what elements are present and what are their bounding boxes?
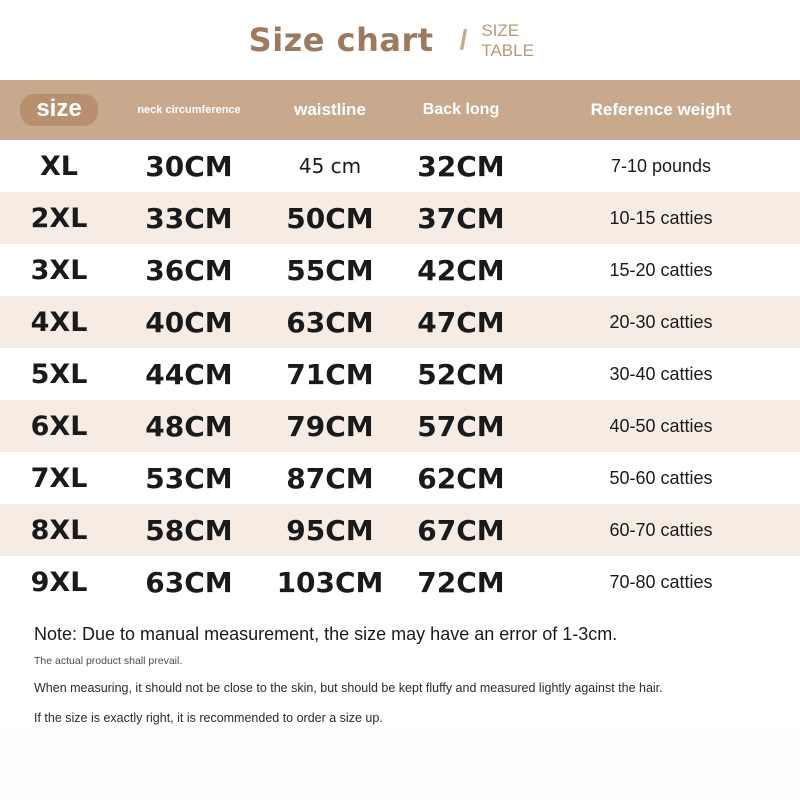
cell-neck: 30CM [145,149,233,183]
cell-waistline: 95CM [286,513,374,547]
cell-waistline: 103CM [276,565,384,599]
cell-back-long: 67CM [417,513,505,547]
cell-reference-weight: 40-50 catties [609,415,713,436]
table-row [0,452,800,504]
cell-waistline: 50CM [286,201,374,235]
cell-neck: 53CM [145,461,233,495]
note-measuring-method: When measuring, it should not be close to the skin, but should be kept fluffy and measured lightly against the hair. [34,681,663,695]
cell-neck: 33CM [145,201,233,235]
note-actual-product: The actual product shall prevail. [34,655,183,667]
column-header-waistline: waistline [294,100,366,119]
table-row [0,244,800,296]
column-header-size [0,80,118,140]
cell-waistline: 79CM [286,409,374,443]
cell-size: XL [39,150,79,182]
table-row [0,296,800,348]
cell-reference-weight: 50-60 catties [609,467,713,488]
table-row [0,504,800,556]
cell-back-long: 57CM [417,409,505,443]
cell-back-long: 47CM [417,305,505,339]
cell-back-long: 32CM [417,149,505,183]
cell-reference-weight: 30-40 catties [609,363,713,384]
table-header-row [0,80,800,140]
cell-back-long: 37CM [417,201,505,235]
page-title: Size chart [248,21,434,59]
cell-neck: 44CM [145,357,233,391]
column-header-size-label: size [20,94,97,126]
page-subtitle: SIZE TABLE [481,21,534,60]
column-header-back-long: Back long [422,101,500,118]
cell-reference-weight: 10-15 catties [609,207,713,228]
cell-size: 8XL [30,514,88,546]
page-header [0,0,800,80]
cell-neck: 48CM [145,409,233,443]
cell-size: 5XL [30,358,88,390]
cell-back-long: 72CM [417,565,505,599]
cell-neck: 40CM [145,305,233,339]
cell-neck: 63CM [145,565,233,599]
cell-waistline: 87CM [286,461,374,495]
cell-back-long: 52CM [417,357,505,391]
cell-reference-weight: 15-20 catties [609,259,713,280]
note-measurement-error: Note: Due to manual measurement, the size may have an error of 1-3cm. [34,624,618,644]
cell-waistline: 71CM [286,357,374,391]
table-row [0,400,800,452]
table-row [0,556,800,608]
column-header-neck: neck circumference [137,104,241,116]
table-row [0,192,800,244]
cell-reference-weight: 7-10 pounds [610,155,712,176]
cell-back-long: 62CM [417,461,505,495]
cell-size: 4XL [30,306,88,338]
cell-neck: 58CM [145,513,233,547]
cell-size: 3XL [30,254,88,286]
cell-waistline: 45 cm [298,154,362,178]
cell-waistline: 63CM [286,305,374,339]
cell-reference-weight: 60-70 catties [609,519,713,540]
title-separator: / [459,24,468,55]
column-header-reference-weight: Reference weight [590,100,732,119]
cell-reference-weight: 70-80 catties [609,571,713,592]
note-size-up: If the size is exactly right, it is recommended to order a size up. [34,711,383,725]
cell-waistline: 55CM [286,253,374,287]
notes-section [0,608,800,725]
cell-size: 7XL [30,462,88,494]
table-row [0,348,800,400]
cell-size: 6XL [30,410,88,442]
cell-size: 2XL [30,202,88,234]
table-row [0,140,800,192]
cell-reference-weight: 20-30 catties [609,311,713,332]
cell-size: 9XL [30,566,88,598]
cell-neck: 36CM [145,253,233,287]
cell-back-long: 42CM [417,253,505,287]
